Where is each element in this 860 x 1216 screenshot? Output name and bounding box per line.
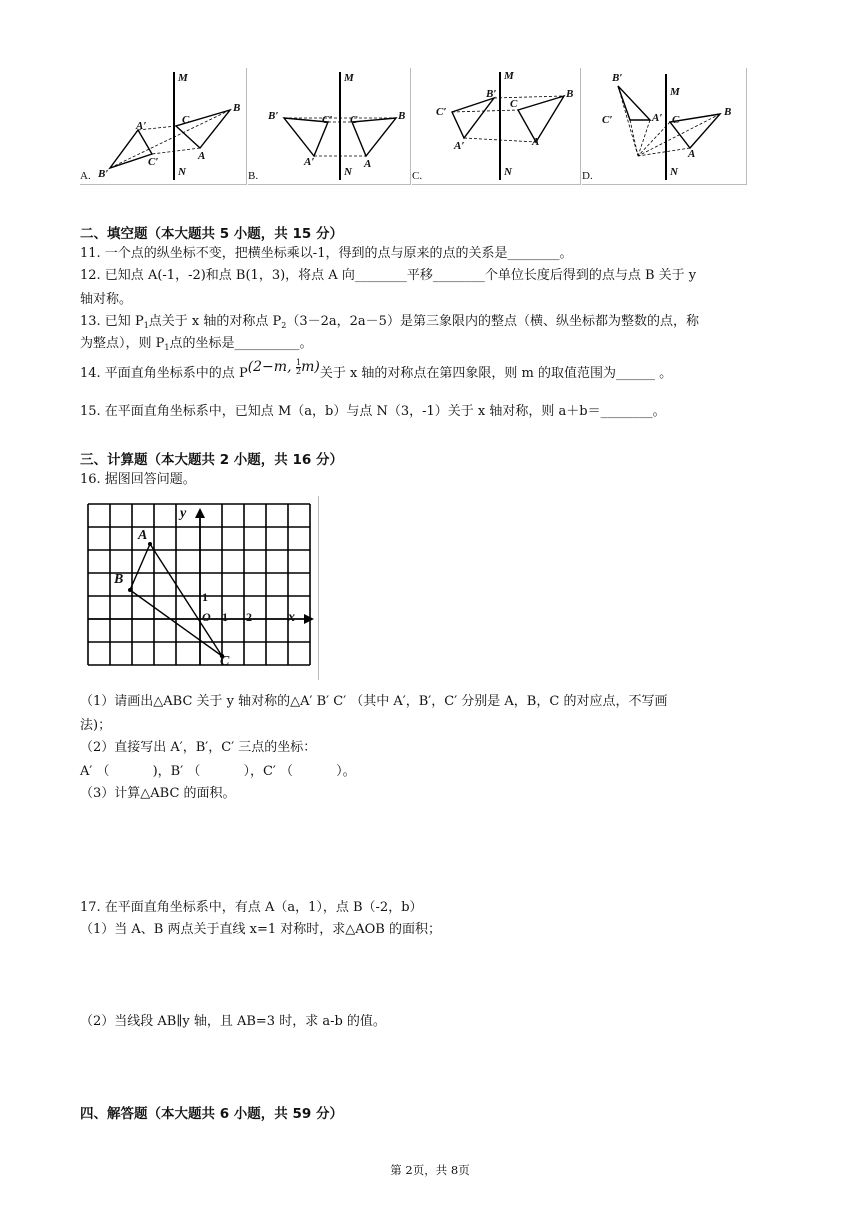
label-B-prime: B′ bbox=[98, 168, 109, 180]
label-N: N bbox=[670, 166, 678, 178]
section-2-title: 二、填空题（本大题共 5 小题，共 15 分） bbox=[80, 226, 343, 242]
point-C-label: C bbox=[220, 654, 230, 669]
label-M: M bbox=[344, 72, 354, 84]
question-15: 15. 在平面直角坐标系中，已知点 M（a，b）与点 N（3，-1）关于 x 轴对称，则 a＋b＝________。 bbox=[80, 404, 666, 419]
option-d-figure bbox=[582, 68, 747, 185]
option-c-figure bbox=[412, 68, 581, 185]
label-N: N bbox=[178, 166, 186, 178]
label-M: M bbox=[504, 70, 514, 82]
section-4-title: 四、解答题（本大题共 6 小题，共 59 分） bbox=[80, 1106, 343, 1122]
label-N: N bbox=[344, 166, 352, 178]
q14-text: 14. 平面直角坐标系中的点 P bbox=[80, 366, 248, 381]
option-c-diagram bbox=[412, 68, 580, 184]
label-C-prime: C′ bbox=[148, 156, 159, 168]
point-B-label: B bbox=[114, 572, 124, 587]
label-A: A bbox=[688, 148, 696, 160]
label-A: A bbox=[364, 158, 372, 170]
label-C: C bbox=[182, 114, 190, 126]
option-b-figure bbox=[248, 68, 411, 185]
coordinate-grid-figure bbox=[82, 496, 319, 680]
q13-text: 点关于 x 轴的对称点 P bbox=[148, 314, 282, 329]
label-A-prime: A′ bbox=[454, 140, 465, 152]
q14-frac-den: 2 bbox=[295, 366, 302, 376]
option-a-diagram bbox=[80, 68, 246, 184]
question-14 bbox=[80, 357, 673, 383]
question-13-line2 bbox=[80, 334, 313, 357]
question-16-part1-line2: 法)； bbox=[80, 718, 112, 733]
option-a-figure bbox=[80, 68, 247, 185]
label-A: A bbox=[532, 136, 540, 148]
question-17-part1: （1）当 A、B 两点关于直线 x=1 对称时，求△AOB 的面积； bbox=[80, 922, 441, 937]
label-N: N bbox=[504, 166, 512, 178]
section-3-title: 三、计算题（本大题共 2 小题，共 16 分） bbox=[80, 452, 343, 468]
q13-text: 为整点），则 P bbox=[80, 336, 165, 351]
point-A-label: A bbox=[138, 528, 148, 543]
option-a-letter[interactable]: A. bbox=[80, 170, 91, 182]
label-A: A bbox=[198, 150, 206, 162]
q14-math-a: (2−m, bbox=[247, 359, 292, 375]
label-A-prime: A′ bbox=[652, 112, 663, 124]
question-11: 11. 一个点的纵坐标不变，把横坐标乘以-1，得到的点与原来的点的关系是________。 bbox=[80, 246, 573, 261]
q13-text: （3－2a，2a－5）是第三象限内的整点（横、纵坐标都为整数的点，称 bbox=[286, 314, 699, 329]
y-tick-1: 1 bbox=[202, 590, 208, 604]
label-B-prime: B′ bbox=[268, 110, 279, 122]
question-16-part3: （3）计算△ABC 的面积。 bbox=[80, 786, 236, 801]
question-16: 16. 据图回答问题。 bbox=[80, 472, 196, 487]
q13-text: 点的坐标是__________。 bbox=[169, 336, 313, 351]
q13-subscript: 2 bbox=[281, 321, 287, 330]
option-d-diagram bbox=[582, 68, 746, 184]
label-A-prime: A′ bbox=[136, 120, 147, 132]
question-12-line1: 12. 已知点 A(-1，-2)和点 B(1，3)，将点 A 向________平移________个单位长度后得到的点与点 B 关于 y bbox=[80, 268, 697, 283]
label-B-prime: B′ bbox=[486, 88, 497, 100]
coordinate-grid bbox=[82, 496, 318, 680]
label-B: B bbox=[233, 102, 241, 114]
label-C-prime: C′ bbox=[602, 114, 613, 126]
q13-subscript: 1 bbox=[164, 343, 170, 352]
question-16-part1-line1: （1）请画出△ABC 关于 y 轴对称的△A′ B′ C′ （其中 A′，B′，C′ 分别是 A，B，C 的对应点，不写画 bbox=[80, 694, 668, 709]
label-C-prime: C′ bbox=[436, 106, 447, 118]
q14-math-b: m) bbox=[301, 359, 320, 375]
origin-label: O bbox=[202, 610, 211, 624]
q13-subscript: 1 bbox=[143, 321, 149, 330]
option-c-letter[interactable]: C. bbox=[412, 170, 423, 182]
label-C: C bbox=[672, 114, 680, 126]
option-b-letter[interactable]: B. bbox=[248, 170, 259, 182]
q13-text: 13. 已知 P bbox=[80, 314, 144, 329]
label-C: C bbox=[510, 98, 518, 110]
question-17-part2: （2）当线段 AB∥y 轴，且 AB=3 时，求 a-b 的值。 bbox=[80, 1014, 386, 1029]
page-footer: 第 2页，共 8页 bbox=[390, 1163, 470, 1177]
label-M: M bbox=[178, 72, 188, 84]
label-C: C bbox=[350, 114, 358, 126]
label-B: B bbox=[724, 106, 732, 118]
question-16-part2-coords: A′ （ )，B′ （ ），C′ （ ）。 bbox=[80, 764, 356, 779]
q14-math bbox=[248, 359, 320, 375]
label-C-prime: C′ bbox=[322, 114, 333, 126]
label-B: B bbox=[566, 88, 574, 100]
option-b-diagram bbox=[248, 68, 410, 184]
label-B-prime: B′ bbox=[612, 72, 623, 84]
question-13-line1 bbox=[80, 312, 699, 335]
x-tick-1: 1 bbox=[222, 610, 228, 624]
label-B: B bbox=[398, 110, 406, 122]
y-axis-label: y bbox=[180, 506, 187, 521]
question-16-part2: （2）直接写出 A′，B′，C′ 三点的坐标： bbox=[80, 740, 317, 755]
q14-text: 关于 x 轴的对称点在第四象限，则 m 的取值范围为______ 。 bbox=[319, 366, 673, 381]
label-M: M bbox=[670, 86, 680, 98]
x-axis-label: x bbox=[288, 610, 295, 625]
question-12-line2: 轴对称。 bbox=[80, 292, 133, 307]
question-17: 17. 在平面直角坐标系中，有点 A（a，1），点 B（-2，b） bbox=[80, 900, 423, 915]
q14-frac-num: 1 bbox=[295, 357, 302, 367]
option-d-letter[interactable]: D. bbox=[582, 170, 593, 182]
x-tick-2: 2 bbox=[246, 610, 252, 624]
label-A-prime: A′ bbox=[304, 156, 315, 168]
